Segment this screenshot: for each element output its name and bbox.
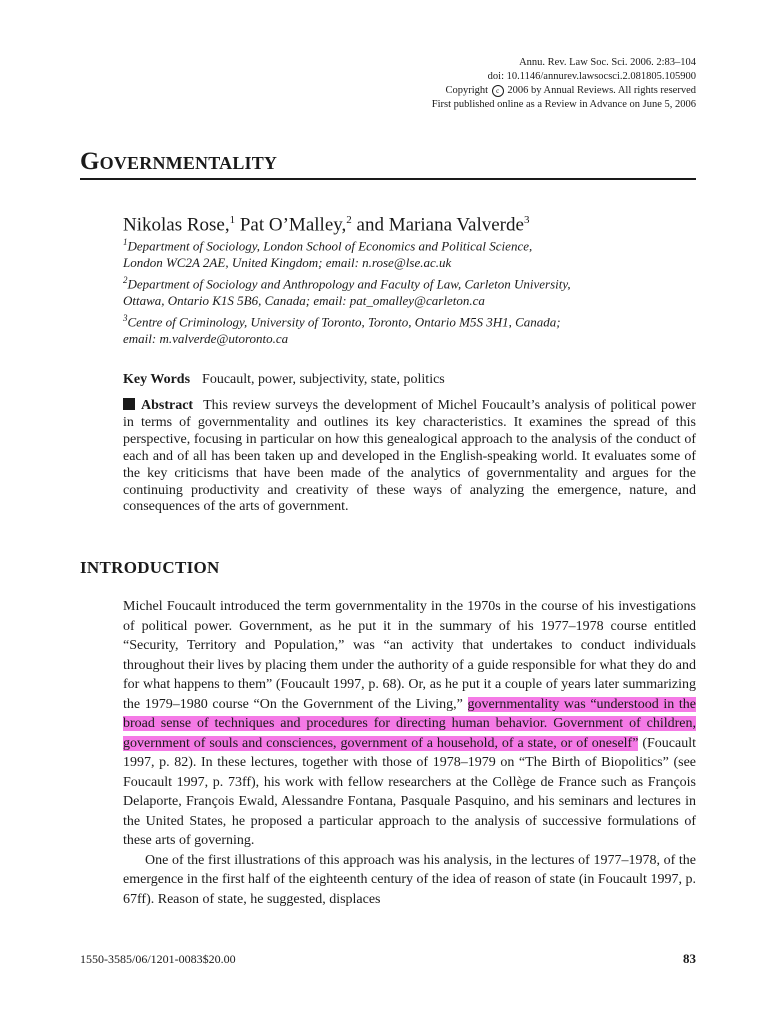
introduction-body — [123, 597, 696, 909]
affiliation-continued: email: m.valverde@utoronto.ca — [123, 330, 289, 346]
paragraph: One of the first illustrations of this approach was his analysis, in the lectures of 1977–1978, of the emergence in the first half of the eighteenth century of the idea of reason of state (in Foucault 1997, p. 67ff). Reason of state, he suggested, displaces — [123, 852, 696, 907]
abstract-text: This review surveys the development of Michel Foucault’s analysis of political power in terms of governmentality and outlines its key characteristics. It examines the spread of this perspective, focusing in particular on how this genealogical approach to the analysis of the conduct of each and of all has been taken up and developed in the English-speaking world. It evaluates some of the key criticisms that have been made of the analytics of governmentality and argues for the continuing productivity and creativity of these ways of analyzing the emergence, nature, and consequences of the arts of government. — [123, 398, 696, 515]
author-affiliation-mark: 3 — [523, 214, 530, 226]
affiliations — [123, 234, 698, 348]
author-name: Pat O’Malley, — [239, 214, 347, 236]
author-name: and Mariana Valverde — [356, 214, 524, 236]
publication-info — [366, 56, 696, 112]
page-number: 83 — [683, 951, 696, 966]
abstract — [123, 398, 696, 516]
keywords-label: Key Words — [123, 372, 191, 387]
affiliation-continued: Ottawa, Ontario K1S 5B6, Canada; email: pat_omalley@carleton.ca — [123, 293, 485, 309]
affiliation: $^3$Centre of Criminology, University of Toronto, Toronto, Ontario M5S 3H1, Canada; — [123, 312, 561, 330]
affiliation: $^2$Department of Sociology and Anthropology and Faculty of Law, Carleton University, — [123, 274, 571, 292]
abstract-square-icon — [123, 398, 135, 410]
article-title: Governmentality — [80, 148, 278, 175]
author-list — [123, 208, 529, 237]
copyright-line: Copyright c 2006 by Annual Reviews. All rights reserved — [445, 85, 696, 96]
author-name: Nikolas Rose, — [123, 214, 230, 236]
abstract-label: Abstract — [141, 398, 194, 413]
copyright-icon: c — [492, 85, 504, 97]
journal-citation: Annu. Rev. Law Soc. Sci. 2006. 2:83–104 — [519, 57, 696, 68]
author-affiliation-mark: 1 — [229, 214, 236, 226]
section-heading: INTRODUCTION — [80, 558, 220, 577]
paragraph: Michel Foucault introduced the term governmentality in the 1970s in the course of his investigations of political power. Government, as he put it in the summary of his 1977–1978 course entitled “Security, Territory and Population,” was “an activity that undertakes to conduct individuals throughout their lives by placing them under the authority of a guide responsible for what they do and for what happens to them” (Foucault 1997, p. 68). Or, as he put it a couple of years later summarizing the 1979–1980 course “On the Government of the Living,” governmentality was “understood in the broad sense of techniques and procedures for directing human behavior. Government of children, government of souls and consciences, government of a household, of a state, or of oneself” (Foucault 1997, p. 82). In these lectures, together with those of 1978–1979 on “The Birth of Biopolitics” (see Foucault 1997, p. 73ff), his work with fellow researchers at the Collège de France such as François Delaporte, François Ewald, Alessandre Fontana, Pasquale Pasquino, and his seminars and lectures in the United States, he proposed a particular approach to the analysis of successive formulations of these arts of governing. — [123, 599, 697, 848]
title-rule — [80, 178, 696, 180]
doi: doi: 10.1146/annurev.lawsocsci.2.081805.105900 — [487, 71, 696, 82]
affiliation: $^1$Department of Sociology, London School of Economics and Political Science, — [123, 237, 533, 254]
keywords-text: Foucault, power, subjectivity, state, politics — [202, 372, 445, 387]
issn-line: 1550-3585/06/1201-0083$20.00 — [80, 952, 236, 966]
keywords — [123, 371, 445, 389]
highlighted-passage[interactable]: governmentality was “understood in the broad sense of techniques and procedures for directing human behavior. Government of children, government of souls and consciences, government of a household, of a state, or of oneself” — [123, 696, 696, 751]
author-affiliation-mark: 2 — [346, 214, 352, 226]
affiliation-continued: London WC2A 2AE, United Kingdom; email: n.rose@lse.ac.uk — [123, 255, 452, 271]
published-online-line: First published online as a Review in Advance on June 5, 2006 — [431, 99, 696, 110]
